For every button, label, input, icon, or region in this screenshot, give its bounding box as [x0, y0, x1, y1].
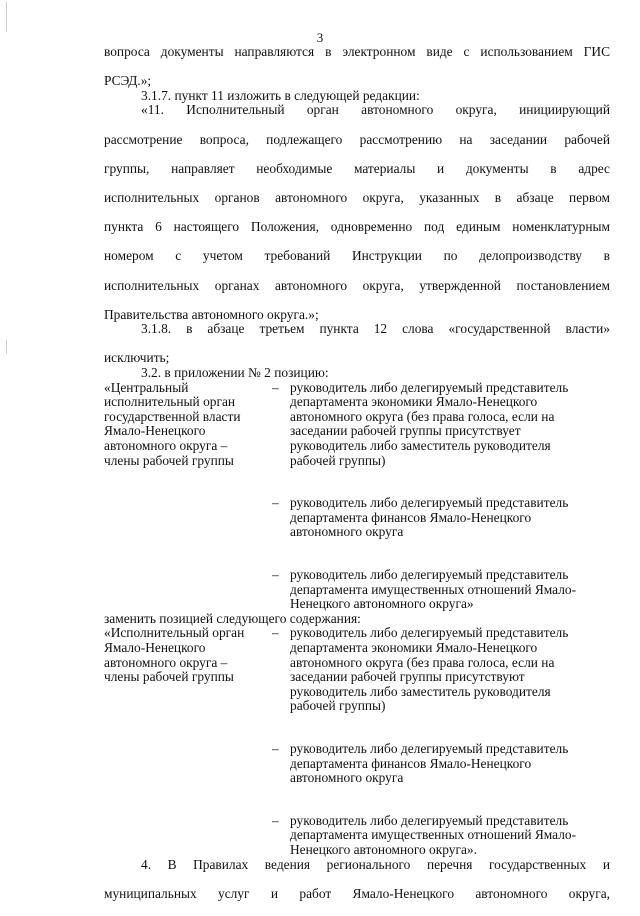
- dash-mark: –: [272, 567, 279, 582]
- scan-edge-mark: [6, 340, 7, 354]
- cell-line: руководитель либо делегируемый представитель: [290, 625, 569, 641]
- dash-mark: –: [272, 625, 279, 641]
- cell-line: руководитель либо заместитель руководителя: [290, 438, 551, 454]
- paragraph-line: муниципальных услуг и работ Ямало-Ненецкого автономного округа,: [104, 885, 610, 901]
- paragraph-line: номером с учетом требований Инструкции по делопроизводству в: [104, 248, 610, 264]
- cell-line: автономного округа (без права голоса, если на: [290, 408, 555, 424]
- member-entry: [272, 568, 610, 612]
- clause-4: 4. В Правилах ведения регионального перечня государственных и: [141, 856, 610, 872]
- cell-line: заседании рабочей группы присутствуют: [290, 669, 525, 685]
- spacer: [272, 540, 610, 568]
- paragraph-line: Правительства автономного округа.»;: [104, 306, 319, 322]
- member-entry: [272, 742, 610, 786]
- cell-line: Ямало-Ненецкого: [104, 423, 206, 439]
- cell-line: руководитель либо делегируемый представитель: [290, 379, 569, 395]
- cell-line: департамента имущественных отношений Ямало-: [290, 827, 577, 843]
- cell-line: автономного округа: [290, 524, 404, 540]
- paragraph-line: группы, направляет необходимые материалы и документы в адрес: [104, 160, 610, 176]
- cell-line: руководитель либо делегируемый представитель: [290, 567, 569, 582]
- paragraph-line: «11. Исполнительный орган автономного округа, инициирующий: [141, 102, 610, 118]
- dash-mark: –: [272, 379, 279, 395]
- cell-line: рабочей группы): [290, 452, 386, 468]
- cell-line: руководитель либо делегируемый представитель: [290, 812, 569, 828]
- cell-line: руководитель либо делегируемый представитель: [290, 495, 569, 511]
- paragraph-line: рассмотрение вопроса, подлежащего рассмотрению на заседании рабочей: [104, 131, 610, 147]
- scan-edge-mark: [6, 2, 7, 32]
- page-number: 3: [316, 30, 324, 45]
- cell-line: руководитель либо заместитель руководителя: [290, 683, 551, 699]
- cell-line: автономного округа –: [104, 438, 228, 454]
- cell-line: Ненецкого автономного округа»: [290, 596, 474, 612]
- cell-line: департамента финансов Ямало-Ненецкого: [290, 509, 532, 525]
- member-entry: [272, 814, 610, 858]
- old-position-title: [104, 381, 272, 612]
- paragraph-line: исключить;: [104, 350, 170, 366]
- member-text: [290, 381, 610, 469]
- cell-line: автономного округа (без права голоса, если на: [290, 654, 555, 670]
- cell-line: департамента имущественных отношений Ямало-: [290, 581, 577, 597]
- member-entry: [272, 381, 610, 469]
- clause-3-2: 3.2. в приложении № 2 позицию:: [141, 365, 329, 381]
- cell-line: автономного округа: [290, 770, 404, 786]
- clause-3-1-7: 3.1.7. пункт 11 изложить в следующей редакции:: [141, 87, 420, 103]
- member-text: [290, 742, 610, 786]
- new-position-block: [104, 626, 610, 857]
- spacer: [272, 468, 610, 496]
- dash-mark: –: [272, 812, 279, 828]
- member-text: [290, 814, 610, 858]
- new-position-members: [272, 626, 610, 857]
- dash-mark: –: [272, 740, 279, 756]
- cell-line: автономного округа –: [104, 654, 228, 670]
- cell-line: департамента экономики Ямало-Ненецкого: [290, 639, 538, 655]
- cell-line: Ненецкого автономного округа».: [290, 841, 477, 857]
- cell-line: департамента экономики Ямало-Ненецкого: [290, 394, 538, 410]
- paragraph-line: исполнительных органах автономного округа, утвержденной постановлением: [104, 277, 610, 293]
- member-text: [290, 626, 610, 714]
- clause-11-text: [104, 103, 610, 322]
- cell-line: государственной власти: [104, 408, 241, 424]
- member-entry: [272, 626, 610, 714]
- document-body: [104, 45, 610, 916]
- cell-line: руководитель либо делегируемый представитель: [290, 740, 569, 756]
- old-position-block: [104, 381, 610, 612]
- member-entry: [272, 496, 610, 540]
- cell-line: члены рабочей группы: [104, 452, 234, 468]
- replace-instruction: заменить позицией следующего содержания:: [104, 610, 361, 626]
- new-position-title: [104, 626, 272, 857]
- cell-line: «Центральный: [104, 379, 189, 395]
- old-position-members: [272, 381, 610, 612]
- paragraph-line: исполнительных органов автономного округа, указанных в абзаце первом: [104, 189, 610, 205]
- cell-line: Ямало-Ненецкого: [104, 639, 206, 655]
- cell-line: члены рабочей группы: [104, 669, 234, 685]
- spacer: [272, 786, 610, 814]
- member-text: [290, 568, 610, 612]
- cell-line: «Исполнительный орган: [104, 625, 245, 641]
- cell-line: департамента финансов Ямало-Ненецкого: [290, 755, 532, 771]
- clause-3-1-8: 3.1.8. в абзаце третьем пункта 12 слова «государственной власти»: [141, 321, 610, 337]
- cell-line: заседании рабочей группы присутствует: [290, 423, 521, 439]
- dash-mark: –: [272, 495, 279, 511]
- cell-line: рабочей группы): [290, 698, 386, 714]
- cell-line: исполнительный орган: [104, 394, 236, 410]
- spacer: [272, 714, 610, 742]
- paragraph-line: пункта 6 настоящего Положения, одновременно под единым номенклатурным: [104, 219, 610, 235]
- paragraph-line: вопроса документы направляются в электронном виде с использованием ГИС: [104, 44, 610, 59]
- member-text: [290, 496, 610, 540]
- paragraph-line: РСЭД.»;: [104, 73, 152, 89]
